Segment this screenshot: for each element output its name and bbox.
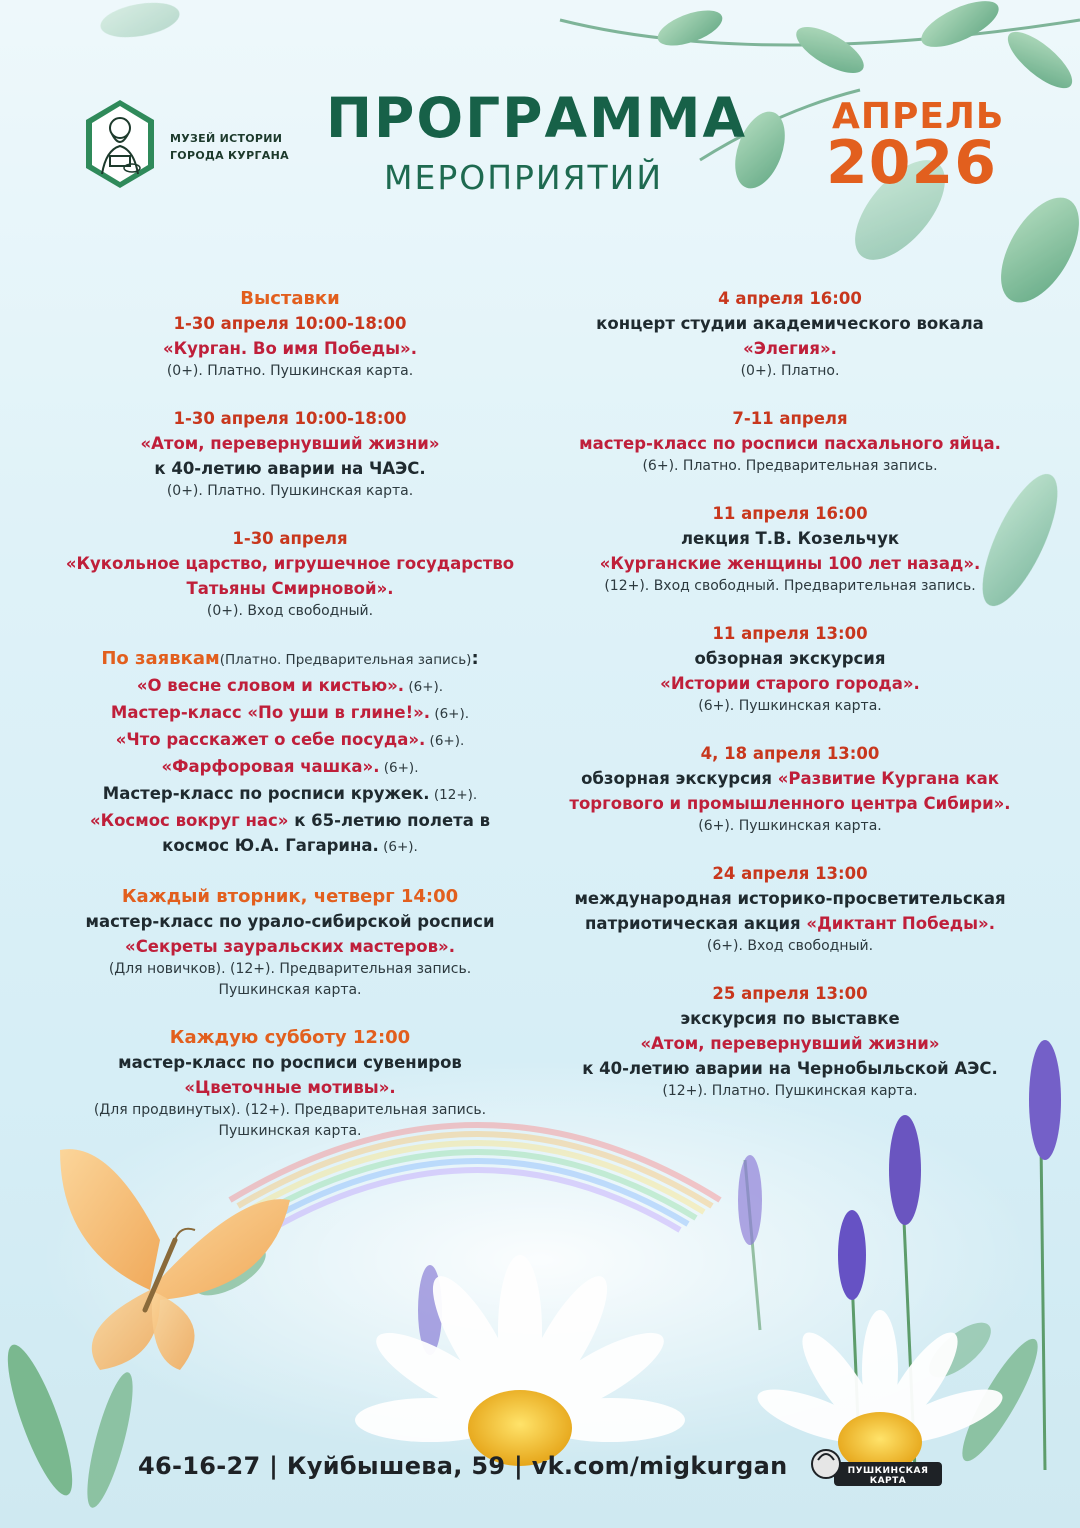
month-label: АПРЕЛЬ — [832, 96, 1005, 137]
request-age: (6+). — [425, 733, 465, 749]
schedule-title: Каждый вторник, четверг 14:00 — [121, 886, 459, 907]
requests-title-note: (Платно. Предварительная запись) — [219, 652, 472, 668]
event-name: «Развитие Кургана как — [777, 769, 999, 788]
event-date: 7-11 апреля — [732, 409, 848, 428]
request-desc: космос Ю.А. Гагарина. — [162, 836, 379, 855]
museum-name-line1: МУЗЕЙ ИСТОРИИ — [170, 132, 283, 145]
event-note: (0+). Платно. — [740, 363, 840, 379]
event-desc: патриотическая акция — [585, 914, 807, 933]
left-column — [40, 286, 540, 1166]
pushkin-card-line2: КАРТА — [869, 1476, 907, 1486]
event-item — [540, 861, 1040, 957]
event-note: (12+). Платно. Пушкинская карта. — [662, 1083, 918, 1099]
exhibition-item — [40, 406, 540, 502]
request-item — [40, 673, 540, 700]
event-desc: мастер-класс по урало-сибирской росписи — [85, 912, 495, 931]
event-note: Пушкинская карта. — [218, 1123, 362, 1139]
event-date: 4 апреля 16:00 — [718, 289, 862, 308]
event-date: 11 апреля 13:00 — [712, 624, 868, 643]
event-name: «Истории старого города». — [660, 674, 920, 693]
request-name: «О весне словом и кистью». — [136, 676, 405, 695]
event-desc: обзорная экскурсия — [581, 769, 778, 788]
requests-colon: : — [471, 648, 479, 669]
event-date: 4, 18 апреля 13:00 — [700, 744, 880, 763]
event-desc: к 40-летию аварии на ЧАЭС. — [154, 459, 426, 478]
event-date: 1-30 апреля — [232, 529, 348, 548]
event-date: 24 апреля 13:00 — [712, 864, 868, 883]
exhibition-item — [40, 526, 540, 622]
footer-contacts: 46-16-27 | Куйбышева, 59 | vk.com/migkurgan — [138, 1452, 788, 1480]
event-date: 1-30 апреля 10:00-18:00 — [173, 409, 407, 428]
page-subtitle: МЕРОПРИЯТИЙ — [384, 158, 664, 197]
pushkin-card-label — [838, 1466, 938, 1486]
event-item — [540, 621, 1040, 717]
request-desc: Мастер-класс по росписи кружек. — [102, 784, 430, 803]
event-item — [540, 406, 1040, 477]
schedule-title: Каждую субботу 12:00 — [169, 1027, 411, 1048]
request-item — [40, 727, 540, 754]
event-item — [540, 981, 1040, 1102]
request-item — [40, 833, 540, 860]
request-item — [40, 700, 540, 727]
request-name: «Что расскажет о себе посуда». — [115, 730, 426, 749]
event-note: (6+). Пушкинская карта. — [698, 698, 882, 714]
event-note: (6+). Вход свободный. — [706, 938, 874, 954]
request-age: (12+). — [429, 787, 478, 803]
event-name: «Курганские женщины 100 лет назад». — [599, 554, 981, 573]
exhibitions-section — [40, 286, 540, 382]
request-name: «Фарфоровая чашка». — [161, 757, 380, 776]
event-note: (0+). Платно. Пушкинская карта. — [166, 363, 414, 379]
event-desc: экскурсия по выставке — [680, 1009, 900, 1028]
request-name: Мастер-класс «По уши в глине!». — [110, 703, 431, 722]
museum-name-line2: ГОРОДА КУРГАНА — [170, 149, 289, 162]
request-age: (6+). — [378, 839, 418, 855]
request-name: «Космос вокруг нас» — [89, 811, 289, 830]
pushkin-card-line1: ПУШКИНСКАЯ — [847, 1466, 929, 1476]
event-date: 11 апреля 16:00 — [712, 504, 868, 523]
event-name: «Атом, перевернувший жизни» — [640, 1034, 940, 1053]
event-desc: концерт студии академического вокала — [596, 314, 984, 333]
weekly-tue-thu — [40, 884, 540, 1001]
requests-title-text: По заявкам — [101, 648, 220, 669]
event-note: (6+). Платно. Предварительная запись. — [642, 458, 938, 474]
event-note: (0+). Платно. Пушкинская карта. — [166, 483, 414, 499]
event-note: (12+). Вход свободный. Предварительная запись. — [604, 578, 976, 594]
event-desc-line — [540, 911, 1040, 936]
event-desc: мастер-класс по росписи сувениров — [118, 1053, 462, 1072]
event-name: мастер-класс по росписи пасхального яйца. — [579, 434, 1001, 453]
right-column — [540, 286, 1040, 1126]
event-date: 25 апреля 13:00 — [712, 984, 868, 1003]
request-item — [40, 754, 540, 781]
event-name: «Курган. Во имя Победы». — [163, 339, 417, 358]
event-note: (0+). Вход свободный. — [206, 603, 374, 619]
event-name: «Элегия». — [743, 339, 837, 358]
event-name: «Цветочные мотивы». — [184, 1078, 396, 1097]
event-item — [540, 741, 1040, 837]
event-name: торгового и промышленного центра Сибири». — [569, 794, 1011, 813]
request-age: (6+). — [430, 706, 470, 722]
museum-name — [170, 130, 320, 164]
event-name: «Секреты зауральских мастеров». — [125, 937, 455, 956]
event-desc-line — [540, 766, 1040, 791]
request-desc: к 65-летию полета в — [288, 811, 491, 830]
event-desc: лекция Т.В. Козельчук — [680, 529, 900, 548]
museum-logo-icon — [84, 98, 156, 190]
event-note: (Для продвинутых). (12+). Предварительная запись. — [93, 1102, 487, 1118]
year-label: 2026 — [826, 128, 997, 198]
request-item — [40, 781, 540, 808]
event-note: Пушкинская карта. — [218, 982, 362, 998]
request-age: (6+). — [379, 760, 419, 776]
event-item — [540, 501, 1040, 597]
requests-title — [40, 646, 540, 673]
event-item — [540, 286, 1040, 382]
request-age: (6+). — [404, 679, 444, 695]
event-date: 1-30 апреля 10:00-18:00 — [173, 314, 407, 333]
event-name: «Атом, перевернувший жизни» — [140, 434, 440, 453]
event-name: «Диктант Победы». — [806, 914, 995, 933]
requests-section — [40, 646, 540, 860]
event-desc: международная историко-просветительская — [574, 889, 1006, 908]
event-desc: обзорная экскурсия — [694, 649, 886, 668]
event-name: «Кукольное царство, игрушечное государство — [65, 554, 515, 573]
event-name: Татьяны Смирновой». — [186, 579, 394, 598]
request-item — [40, 808, 540, 833]
page-title: ПРОГРАММА — [326, 86, 748, 150]
event-note: (6+). Пушкинская карта. — [698, 818, 882, 834]
event-desc: к 40-летию аварии на Чернобыльской АЭС. — [582, 1059, 998, 1078]
event-note: (Для новичков). (12+). Предварительная запись. — [108, 961, 472, 977]
weekly-sat — [40, 1025, 540, 1142]
exhibitions-title: Выставки — [240, 288, 340, 309]
